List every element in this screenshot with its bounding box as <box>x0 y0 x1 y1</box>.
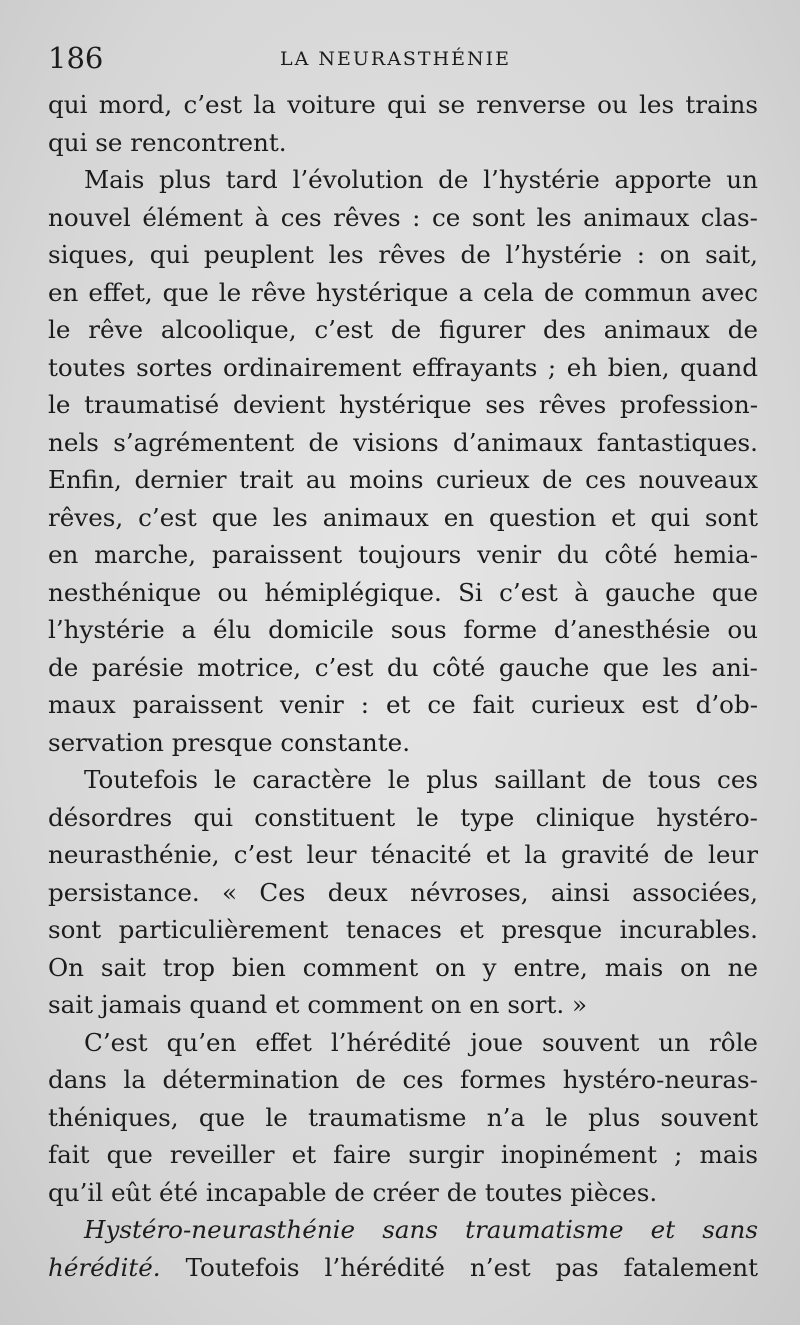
page-header <box>48 38 758 78</box>
text-line: sont particulièrement tenaces et presque incurables. <box>48 915 758 944</box>
text-fragment: Toutefois l’hérédité n’est pas fatalement <box>160 1252 758 1282</box>
text-line: rêves, c’est que les animaux en question et qui sont <box>48 502 758 532</box>
paragraph-start-line: C’est qu’en effet l’hérédité joue souvent un rôle <box>84 1027 758 1057</box>
text-line: le rêve alcoolique, c’est de figurer des animaux de <box>48 315 758 344</box>
text-line: l’hystérie a élu domicile sous forme d’anesthésie ou <box>48 615 758 644</box>
text-line: de parésie motrice, c’est du côté gauche que les ani- <box>48 652 758 682</box>
text-line: en marche, paraissent toujours venir du côté hemia- <box>48 540 758 569</box>
text-line: persistance. « Ces deux névroses, ainsi associées, <box>48 877 758 907</box>
text-line: qu’il eût été incapable de créer de toutes pièces. <box>48 1177 658 1207</box>
text-line: sait jamais quand et comment on en sort. » <box>48 990 588 1019</box>
text-line: dans la détermination de ces formes hystéro-neuras- <box>48 1065 758 1094</box>
text-line: le traumatisé devient hystérique ses rêves profession- <box>48 390 758 419</box>
text-line: toutes sortes ordinairement effrayants ; eh bien, quand <box>48 352 758 382</box>
running-title: LA NEURASTHÉNIE <box>280 48 512 70</box>
text-line: servation presque constante. <box>48 727 411 757</box>
text-line: On sait trop bien comment on y entre, mais on ne <box>48 952 758 982</box>
text-line <box>48 1249 758 1287</box>
text-line: siques, qui peuplent les rêves de l’hystérie : on sait, <box>48 240 758 269</box>
text-line: neurasthénie, c’est leur ténacité et la gravité de leur <box>48 840 758 869</box>
text-line: qui mord, c’est la voiture qui se renverse ou les trains <box>48 90 758 119</box>
text-line: maux paraissent venir : et ce fait curieux est d’ob- <box>48 690 758 719</box>
text-line: désordres qui constituent le type clinique hystéro- <box>48 802 758 832</box>
text-line: Enfin, dernier trait au moins curieux de ces nouveaux <box>48 465 758 494</box>
text-line: nels s’agrémentent de visions d’animaux fantastiques. <box>48 427 758 457</box>
text-line: fait que reveiller et faire surgir inopinément ; mais <box>48 1140 758 1169</box>
page-number: 186 <box>48 41 104 75</box>
text-line: théniques, que le traumatisme n’a le plus souvent <box>48 1102 758 1132</box>
body-text <box>48 86 758 1286</box>
italic-heading-end: hérédité. <box>48 1252 161 1282</box>
text-line: nouvel élément à ces rêves : ce sont les animaux clas- <box>48 202 758 232</box>
text-line: en effet, que le rêve hystérique a cela de commun avec <box>48 277 758 307</box>
paragraph-start-line: Toutefois le caractère le plus saillant de tous ces <box>84 765 758 794</box>
italic-heading-line: Hystéro-neurasthénie sans traumatisme et sans <box>84 1215 758 1244</box>
text-line: nesthénique ou hémiplégique. Si c’est à gauche que <box>48 577 758 607</box>
text-line: qui se rencontrent. <box>48 127 287 157</box>
paragraph-start-line: Mais plus tard l’évolution de l’hystérie apporte un <box>84 165 758 194</box>
